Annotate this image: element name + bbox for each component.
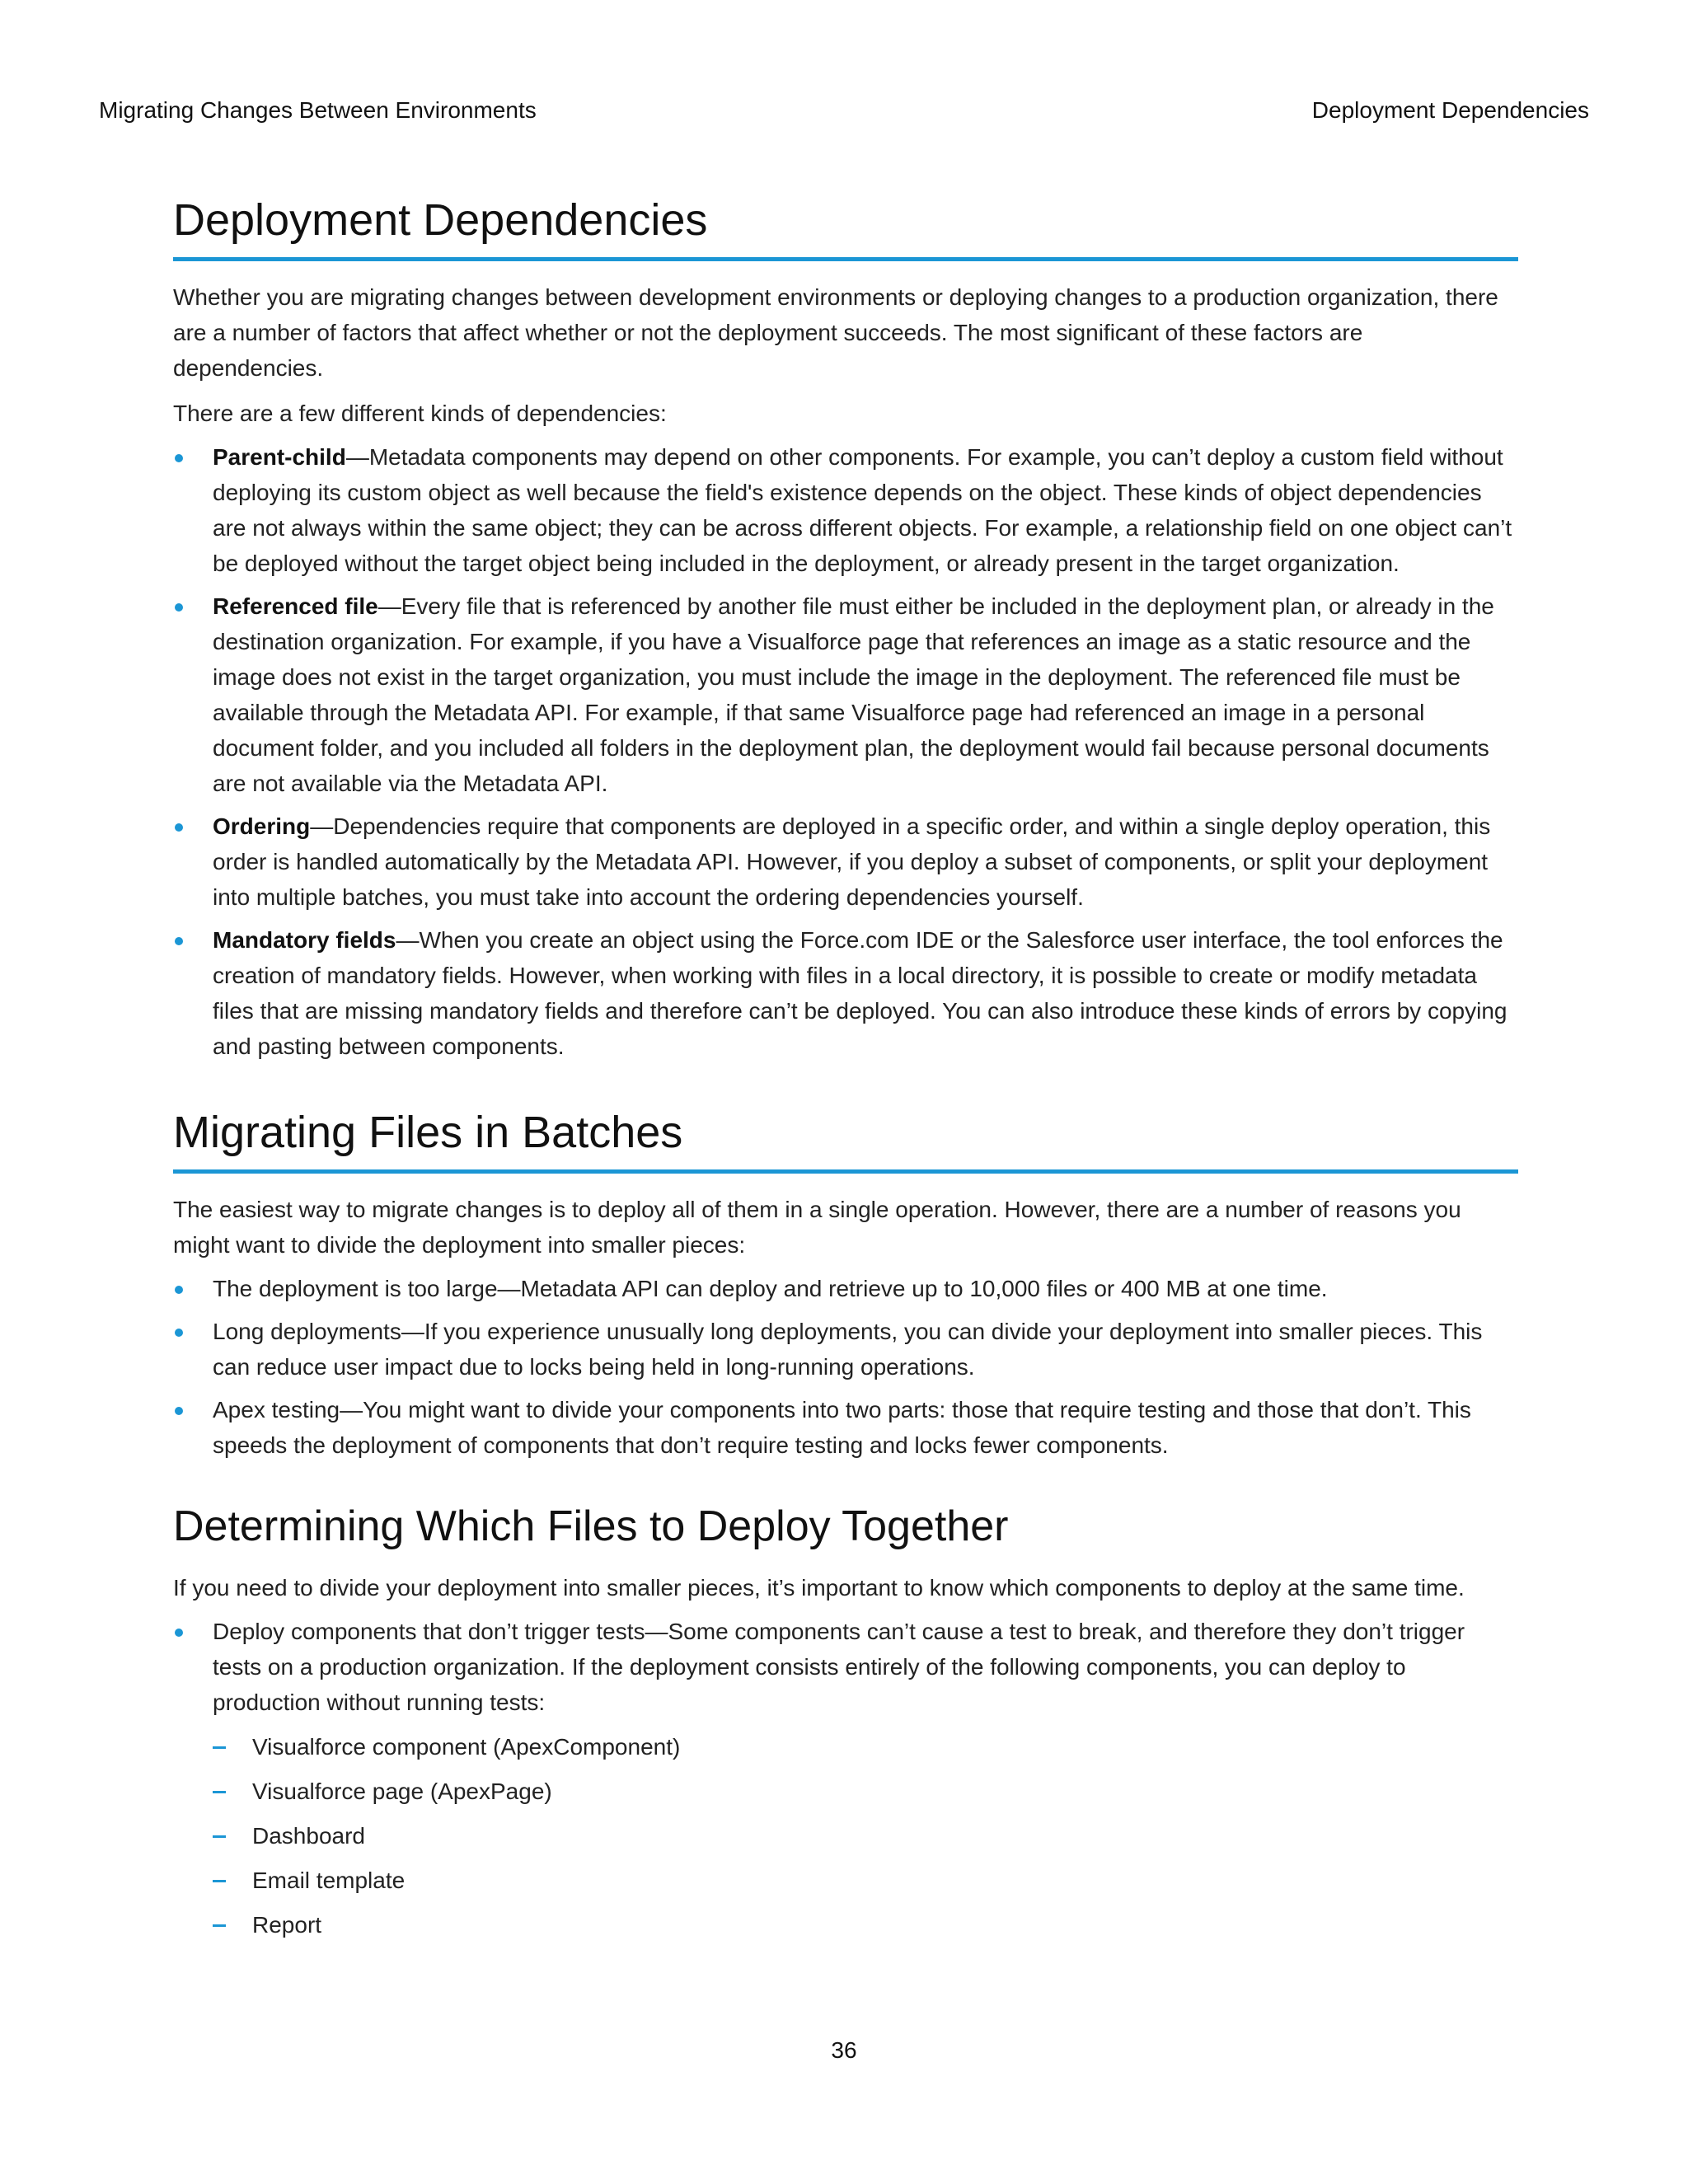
section-title-deployment-dependencies: Deployment Dependencies bbox=[173, 194, 1518, 261]
list-item bbox=[173, 1271, 1518, 1306]
list-item bbox=[173, 439, 1518, 581]
list-item-text: —Dependencies require that components are deployed in a specific order, and within a single deploy operation, this order is handled automatically by the Metadata API. However, if you deploy a subset of components, or split your deployment into multiple batches, you must take into account the ordering dependencies yourself. bbox=[213, 813, 1491, 911]
list-item bbox=[173, 588, 1518, 801]
batch-reasons-list bbox=[173, 1271, 1518, 1463]
list-item-text: Long deployments—If you experience unusually long deployments, you can divide your deployment into smaller pieces. This can reduce user impact due to locks being held in long-running operations. bbox=[213, 1319, 1483, 1380]
list-item-term: Parent-child bbox=[213, 444, 346, 471]
list-item-text: The deployment is too large—Metadata API can deploy and retrieve up to 10,000 files or 400 MB at one time. bbox=[213, 1276, 1328, 1302]
dependency-list bbox=[173, 439, 1518, 1064]
header-section-title: Deployment Dependencies bbox=[1311, 97, 1589, 123]
sub-list-item-text: Email template bbox=[252, 1867, 406, 1893]
bullet-icon bbox=[175, 603, 183, 612]
sub-list-item bbox=[213, 1907, 1518, 1943]
subsection-title-determining-files: Determining Which Files to Deploy Together bbox=[173, 1502, 1009, 1551]
section-title-migrating-files-in-batches: Migrating Files in Batches bbox=[173, 1107, 1518, 1174]
sub-list-item-text: Visualforce component (ApexComponent) bbox=[252, 1733, 681, 1760]
list-item-text: Deploy components that don’t trigger tests—Some components can’t cause a test to break, and therefore they don’t trigger tests on a production organization. If the deployment consists entirely of the following components, you can deploy to production without running tests: bbox=[213, 1618, 1465, 1715]
bullet-icon bbox=[175, 937, 183, 945]
dash-icon bbox=[213, 1835, 226, 1838]
component-list bbox=[213, 1729, 1518, 1943]
list-item-text: Apex testing—You might want to divide your components into two parts: those that require testing and those that don’t. This speeds the deployment of components that don’t require testing and locks fewer components. bbox=[213, 1397, 1471, 1459]
sub-list-item bbox=[213, 1774, 1518, 1809]
page-number: 36 bbox=[831, 2037, 857, 2063]
list-item bbox=[173, 922, 1518, 1064]
list-item-text: —When you create an object using the Force.com IDE or the Salesforce user interface, the tool enforces the creation of mandatory fields. However, when working with files in a local directory, it is possible to create or modify metadata files that are missing mandatory fields and therefore can’t be deployed. You can also introduce these kinds of errors by copying and pasting between components. bbox=[213, 927, 1507, 1060]
list-item-text: —Every file that is referenced by another file must either be included in the deployment plan, or already in the destination organization. For example, if you have a Visualforce page that references an image as a static resource and the image does not exist in the target organization, you must include the image in the deployment. The referenced file must be available through the Metadata API. For example, if that same Visualforce page had referenced an image in a personal document folder, and you included all folders in the deployment plan, the deployment would fail because personal documents are not available via the Metadata API. bbox=[213, 593, 1494, 797]
bullet-icon bbox=[175, 823, 183, 832]
bullet-icon bbox=[175, 454, 183, 462]
list-item-term: Ordering bbox=[213, 813, 311, 840]
dash-icon bbox=[213, 1746, 226, 1749]
page-content bbox=[173, 194, 1518, 1943]
sub-list-item-text: Visualforce page (ApexPage) bbox=[252, 1778, 552, 1804]
sub-list-item-text: Dashboard bbox=[252, 1822, 365, 1849]
bullet-icon bbox=[175, 1329, 183, 1337]
list-item-text: —Metadata components may depend on other components. For example, you can’t deploy a custom field without deploying its custom object as well because the field's existence depends on the object. These kinds of object dependencies are not always within the same object; they can be across different objects. For example, a relationship field on one object can’t be deployed without the target object being included in the deployment, or already present in the target organization. bbox=[213, 444, 1512, 577]
section2-intro: The easiest way to migrate changes is to deploy all of them in a single operation. However, there are a number of reasons you might want to divide the deployment into smaller pieces: bbox=[173, 1197, 1461, 1258]
dash-icon bbox=[213, 1791, 226, 1793]
section3-intro: If you need to divide your deployment into smaller pieces, it’s important to know which components to deploy at the same time. bbox=[173, 1574, 1465, 1601]
list-item bbox=[173, 1614, 1518, 1943]
section1-lead: There are a few different kinds of dependencies: bbox=[173, 401, 667, 427]
list-item bbox=[173, 808, 1518, 915]
bullet-icon bbox=[175, 1629, 183, 1637]
running-header bbox=[99, 97, 1589, 124]
bullet-icon bbox=[175, 1286, 183, 1294]
header-chapter-title: Migrating Changes Between Environments bbox=[99, 97, 537, 123]
dash-icon bbox=[213, 1924, 226, 1927]
list-item-term: Mandatory fields bbox=[213, 927, 396, 954]
sub-list-item bbox=[213, 1863, 1518, 1898]
deploy-together-list bbox=[173, 1614, 1518, 1943]
section1-intro: Whether you are migrating changes between development environments or deploying changes to a production organization, there are a number of factors that affect whether or not the deployment succeeds. The most significant of these factors are dependencies. bbox=[173, 284, 1498, 382]
sub-list-item bbox=[213, 1729, 1518, 1765]
sub-list-item-text: Report bbox=[252, 1911, 322, 1938]
sub-list-item bbox=[213, 1818, 1518, 1854]
list-item bbox=[173, 1314, 1518, 1385]
dash-icon bbox=[213, 1880, 226, 1882]
bullet-icon bbox=[175, 1407, 183, 1415]
list-item-term: Referenced file bbox=[213, 593, 378, 620]
list-item bbox=[173, 1392, 1518, 1463]
